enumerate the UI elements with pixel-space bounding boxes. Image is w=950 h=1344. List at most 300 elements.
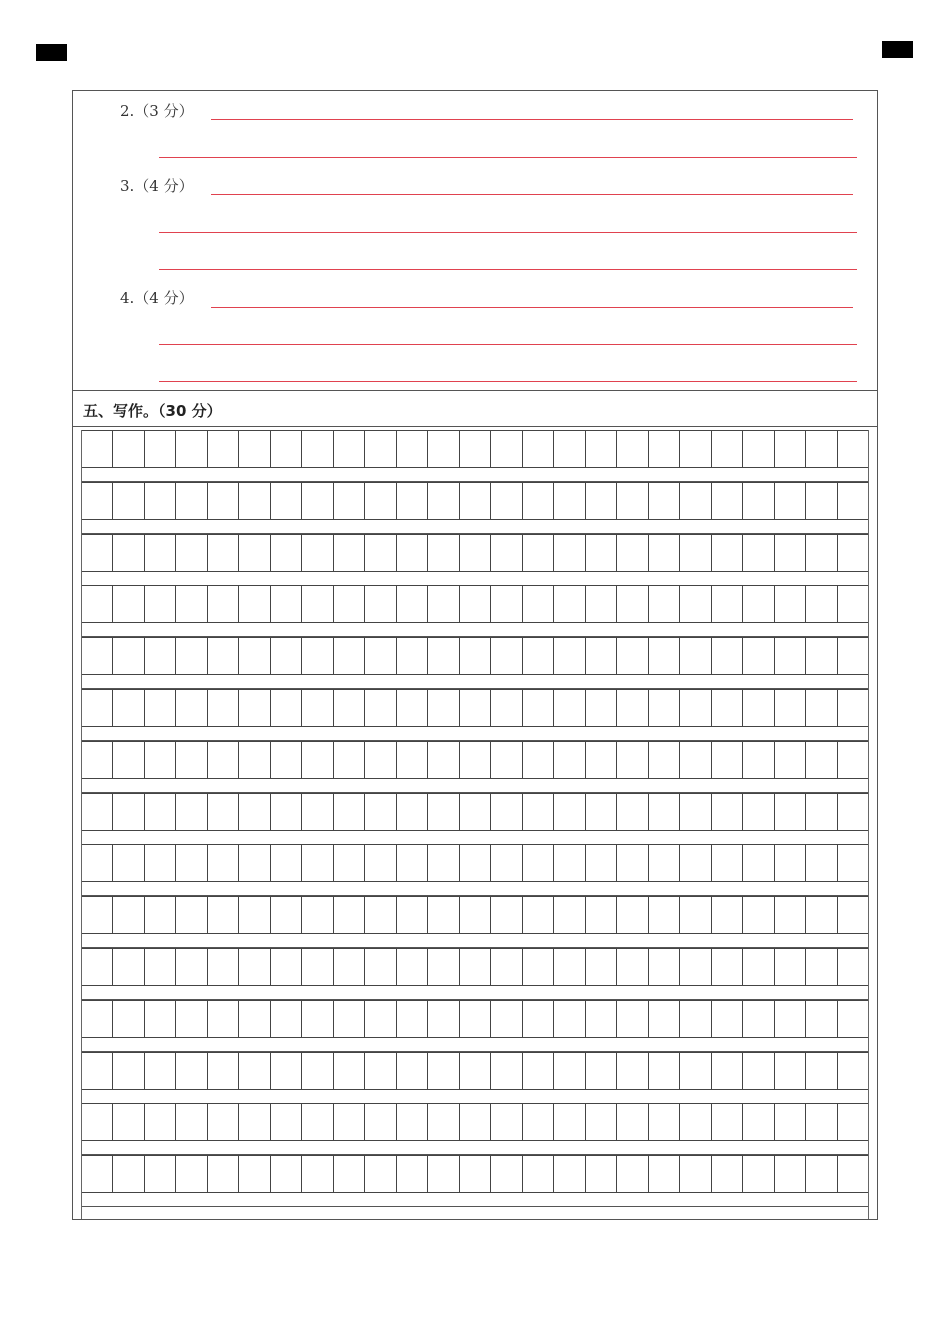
grid-cell[interactable] (680, 897, 711, 933)
grid-cell[interactable] (113, 431, 144, 467)
grid-cell[interactable] (176, 586, 207, 622)
grid-cell[interactable] (743, 638, 774, 674)
grid-cell[interactable] (649, 1104, 680, 1140)
grid-cell[interactable] (523, 897, 554, 933)
grid-cell[interactable] (271, 535, 302, 571)
grid-cell[interactable] (428, 431, 459, 467)
grid-cell[interactable] (838, 586, 868, 622)
grid-cell[interactable] (491, 1053, 522, 1089)
grid-cell[interactable] (491, 586, 522, 622)
grid-cell[interactable] (113, 586, 144, 622)
grid-cell[interactable] (428, 1053, 459, 1089)
grid-cell[interactable] (617, 586, 648, 622)
grid-cell[interactable] (113, 690, 144, 726)
grid-cell[interactable] (113, 483, 144, 519)
grid-cell[interactable] (397, 638, 428, 674)
grid-cell[interactable] (491, 742, 522, 778)
grid-cell[interactable] (271, 431, 302, 467)
grid-cell[interactable] (397, 483, 428, 519)
grid-cell[interactable] (838, 638, 868, 674)
grid-cell[interactable] (176, 431, 207, 467)
grid-cell[interactable] (838, 535, 868, 571)
grid-cell[interactable] (365, 1156, 396, 1192)
grid-cell[interactable] (428, 1001, 459, 1037)
grid-cell[interactable] (113, 897, 144, 933)
grid-cell[interactable] (554, 1001, 585, 1037)
grid-cell[interactable] (649, 690, 680, 726)
grid-cell[interactable] (460, 690, 491, 726)
grid-cell[interactable] (302, 742, 333, 778)
grid-cell[interactable] (428, 586, 459, 622)
grid-cell[interactable] (712, 794, 743, 830)
grid-cell[interactable] (145, 1001, 176, 1037)
grid-cell[interactable] (460, 586, 491, 622)
grid-cell[interactable] (523, 483, 554, 519)
grid-cell[interactable] (586, 897, 617, 933)
grid-cell[interactable] (712, 586, 743, 622)
grid-cell[interactable] (491, 638, 522, 674)
grid-cell[interactable] (775, 690, 806, 726)
grid-cell[interactable] (208, 742, 239, 778)
grid-cell[interactable] (208, 1001, 239, 1037)
grid-cell[interactable] (712, 949, 743, 985)
grid-cell[interactable] (775, 638, 806, 674)
grid-cell[interactable] (145, 586, 176, 622)
grid-cell[interactable] (743, 483, 774, 519)
grid-cell[interactable] (82, 897, 113, 933)
grid-cell[interactable] (460, 845, 491, 881)
grid-cell[interactable] (176, 483, 207, 519)
grid-cell[interactable] (649, 1053, 680, 1089)
grid-cell[interactable] (239, 1053, 270, 1089)
grid-cell[interactable] (302, 1104, 333, 1140)
grid-cell[interactable] (617, 638, 648, 674)
grid-cell[interactable] (712, 1001, 743, 1037)
grid-cell[interactable] (680, 1156, 711, 1192)
grid-cell[interactable] (460, 794, 491, 830)
grid-cell[interactable] (365, 690, 396, 726)
grid-cell[interactable] (460, 742, 491, 778)
grid-cell[interactable] (208, 638, 239, 674)
answer-line[interactable] (211, 307, 853, 308)
grid-cell[interactable] (82, 845, 113, 881)
grid-cell[interactable] (586, 1104, 617, 1140)
grid-cell[interactable] (712, 483, 743, 519)
grid-cell[interactable] (680, 1053, 711, 1089)
grid-cell[interactable] (428, 897, 459, 933)
grid-cell[interactable] (775, 845, 806, 881)
grid-cell[interactable] (806, 483, 837, 519)
grid-cell[interactable] (775, 431, 806, 467)
grid-cell[interactable] (239, 1104, 270, 1140)
grid-cell[interactable] (838, 1104, 868, 1140)
grid-cell[interactable] (239, 1001, 270, 1037)
grid-cell[interactable] (365, 483, 396, 519)
grid-cell[interactable] (113, 794, 144, 830)
grid-cell[interactable] (460, 483, 491, 519)
grid-cell[interactable] (523, 586, 554, 622)
grid-cell[interactable] (491, 1104, 522, 1140)
grid-cell[interactable] (586, 586, 617, 622)
grid-cell[interactable] (775, 1001, 806, 1037)
grid-cell[interactable] (302, 949, 333, 985)
grid-cell[interactable] (460, 1053, 491, 1089)
grid-cell[interactable] (271, 483, 302, 519)
grid-cell[interactable] (397, 794, 428, 830)
grid-cell[interactable] (491, 535, 522, 571)
grid-cell[interactable] (365, 845, 396, 881)
grid-cell[interactable] (428, 845, 459, 881)
grid-cell[interactable] (302, 1001, 333, 1037)
grid-cell[interactable] (554, 1156, 585, 1192)
answer-line[interactable] (159, 232, 857, 233)
grid-cell[interactable] (176, 742, 207, 778)
grid-cell[interactable] (428, 1156, 459, 1192)
grid-cell[interactable] (365, 1104, 396, 1140)
grid-cell[interactable] (617, 535, 648, 571)
grid-cell[interactable] (649, 794, 680, 830)
grid-cell[interactable] (491, 897, 522, 933)
grid-cell[interactable] (617, 949, 648, 985)
grid-cell[interactable] (271, 1104, 302, 1140)
grid-cell[interactable] (397, 1156, 428, 1192)
answer-line[interactable] (159, 381, 857, 382)
grid-cell[interactable] (145, 1053, 176, 1089)
grid-cell[interactable] (365, 897, 396, 933)
grid-cell[interactable] (838, 1001, 868, 1037)
grid-cell[interactable] (208, 431, 239, 467)
grid-cell[interactable] (680, 794, 711, 830)
grid-cell[interactable] (302, 431, 333, 467)
grid-cell[interactable] (775, 483, 806, 519)
grid-cell[interactable] (397, 535, 428, 571)
grid-cell[interactable] (617, 1104, 648, 1140)
grid-cell[interactable] (208, 897, 239, 933)
grid-cell[interactable] (334, 1053, 365, 1089)
grid-cell[interactable] (806, 535, 837, 571)
grid-cell[interactable] (428, 794, 459, 830)
grid-cell[interactable] (176, 1104, 207, 1140)
grid-cell[interactable] (271, 638, 302, 674)
grid-cell[interactable] (743, 1053, 774, 1089)
grid-cell[interactable] (523, 638, 554, 674)
grid-cell[interactable] (775, 1053, 806, 1089)
grid-cell[interactable] (145, 794, 176, 830)
grid-cell[interactable] (208, 483, 239, 519)
grid-cell[interactable] (806, 638, 837, 674)
grid-cell[interactable] (523, 431, 554, 467)
grid-cell[interactable] (334, 535, 365, 571)
grid-cell[interactable] (176, 535, 207, 571)
grid-cell[interactable] (460, 1156, 491, 1192)
grid-cell[interactable] (145, 742, 176, 778)
grid-cell[interactable] (806, 897, 837, 933)
grid-cell[interactable] (680, 535, 711, 571)
grid-cell[interactable] (712, 845, 743, 881)
grid-cell[interactable] (743, 1156, 774, 1192)
grid-cell[interactable] (365, 535, 396, 571)
grid-cell[interactable] (617, 845, 648, 881)
grid-cell[interactable] (176, 897, 207, 933)
grid-cell[interactable] (365, 586, 396, 622)
grid-cell[interactable] (239, 638, 270, 674)
grid-cell[interactable] (523, 1104, 554, 1140)
grid-cell[interactable] (523, 845, 554, 881)
grid-cell[interactable] (680, 845, 711, 881)
grid-cell[interactable] (586, 638, 617, 674)
grid-cell[interactable] (523, 535, 554, 571)
grid-cell[interactable] (680, 586, 711, 622)
grid-cell[interactable] (523, 742, 554, 778)
grid-cell[interactable] (617, 1053, 648, 1089)
grid-cell[interactable] (428, 638, 459, 674)
grid-cell[interactable] (743, 1104, 774, 1140)
grid-cell[interactable] (649, 845, 680, 881)
grid-cell[interactable] (617, 1156, 648, 1192)
grid-cell[interactable] (428, 483, 459, 519)
grid-cell[interactable] (838, 483, 868, 519)
grid-cell[interactable] (271, 690, 302, 726)
grid-cell[interactable] (365, 1001, 396, 1037)
grid-cell[interactable] (82, 431, 113, 467)
grid-cell[interactable] (806, 431, 837, 467)
grid-cell[interactable] (239, 483, 270, 519)
grid-cell[interactable] (113, 1104, 144, 1140)
grid-cell[interactable] (491, 845, 522, 881)
answer-line[interactable] (159, 344, 857, 345)
grid-cell[interactable] (397, 1053, 428, 1089)
grid-cell[interactable] (82, 638, 113, 674)
grid-cell[interactable] (113, 1156, 144, 1192)
grid-cell[interactable] (554, 794, 585, 830)
grid-cell[interactable] (775, 742, 806, 778)
grid-cell[interactable] (145, 845, 176, 881)
grid-cell[interactable] (365, 742, 396, 778)
grid-cell[interactable] (460, 1104, 491, 1140)
grid-cell[interactable] (397, 1104, 428, 1140)
grid-cell[interactable] (334, 638, 365, 674)
grid-cell[interactable] (649, 949, 680, 985)
grid-cell[interactable] (176, 638, 207, 674)
grid-cell[interactable] (554, 742, 585, 778)
grid-cell[interactable] (491, 1156, 522, 1192)
grid-cell[interactable] (82, 742, 113, 778)
grid-cell[interactable] (712, 742, 743, 778)
grid-cell[interactable] (365, 431, 396, 467)
grid-cell[interactable] (523, 1156, 554, 1192)
grid-cell[interactable] (838, 1053, 868, 1089)
grid-cell[interactable] (208, 586, 239, 622)
grid-cell[interactable] (302, 535, 333, 571)
grid-cell[interactable] (176, 690, 207, 726)
grid-cell[interactable] (617, 897, 648, 933)
grid-cell[interactable] (271, 586, 302, 622)
grid-cell[interactable] (554, 897, 585, 933)
grid-cell[interactable] (586, 845, 617, 881)
grid-cell[interactable] (113, 949, 144, 985)
grid-cell[interactable] (334, 1104, 365, 1140)
answer-line[interactable] (211, 119, 853, 120)
grid-cell[interactable] (145, 690, 176, 726)
grid-cell[interactable] (239, 897, 270, 933)
grid-cell[interactable] (743, 1001, 774, 1037)
grid-cell[interactable] (334, 845, 365, 881)
grid-cell[interactable] (239, 431, 270, 467)
grid-cell[interactable] (680, 1001, 711, 1037)
grid-cell[interactable] (649, 742, 680, 778)
answer-line[interactable] (159, 157, 857, 158)
grid-cell[interactable] (586, 483, 617, 519)
grid-cell[interactable] (428, 535, 459, 571)
grid-cell[interactable] (271, 742, 302, 778)
grid-cell[interactable] (743, 897, 774, 933)
grid-cell[interactable] (271, 897, 302, 933)
grid-cell[interactable] (617, 794, 648, 830)
composition-grid[interactable] (81, 430, 869, 1219)
grid-cell[interactable] (806, 1156, 837, 1192)
grid-cell[interactable] (680, 949, 711, 985)
grid-cell[interactable] (649, 638, 680, 674)
grid-cell[interactable] (586, 794, 617, 830)
grid-cell[interactable] (82, 1053, 113, 1089)
grid-cell[interactable] (145, 897, 176, 933)
grid-cell[interactable] (145, 1104, 176, 1140)
grid-cell[interactable] (397, 431, 428, 467)
grid-cell[interactable] (302, 690, 333, 726)
grid-cell[interactable] (145, 638, 176, 674)
grid-cell[interactable] (113, 742, 144, 778)
grid-cell[interactable] (145, 1156, 176, 1192)
grid-cell[interactable] (460, 535, 491, 571)
grid-cell[interactable] (208, 949, 239, 985)
grid-cell[interactable] (554, 586, 585, 622)
grid-cell[interactable] (617, 1001, 648, 1037)
grid-cell[interactable] (334, 483, 365, 519)
grid-cell[interactable] (586, 1156, 617, 1192)
grid-cell[interactable] (365, 949, 396, 985)
grid-cell[interactable] (365, 794, 396, 830)
grid-cell[interactable] (271, 794, 302, 830)
grid-cell[interactable] (82, 483, 113, 519)
grid-cell[interactable] (208, 1104, 239, 1140)
grid-cell[interactable] (491, 1001, 522, 1037)
grid-cell[interactable] (82, 535, 113, 571)
grid-cell[interactable] (775, 586, 806, 622)
grid-cell[interactable] (586, 431, 617, 467)
grid-cell[interactable] (460, 431, 491, 467)
grid-cell[interactable] (397, 897, 428, 933)
grid-cell[interactable] (176, 1001, 207, 1037)
grid-cell[interactable] (586, 949, 617, 985)
grid-cell[interactable] (586, 1001, 617, 1037)
grid-cell[interactable] (365, 638, 396, 674)
grid-cell[interactable] (680, 742, 711, 778)
grid-cell[interactable] (208, 794, 239, 830)
grid-cell[interactable] (712, 1104, 743, 1140)
grid-cell[interactable] (239, 535, 270, 571)
grid-cell[interactable] (271, 845, 302, 881)
grid-cell[interactable] (239, 1156, 270, 1192)
grid-cell[interactable] (649, 897, 680, 933)
grid-cell[interactable] (239, 949, 270, 985)
grid-cell[interactable] (838, 1156, 868, 1192)
grid-cell[interactable] (208, 1053, 239, 1089)
grid-cell[interactable] (838, 949, 868, 985)
grid-cell[interactable] (712, 1053, 743, 1089)
grid-cell[interactable] (208, 1156, 239, 1192)
grid-cell[interactable] (617, 690, 648, 726)
grid-cell[interactable] (586, 1053, 617, 1089)
grid-cell[interactable] (113, 845, 144, 881)
grid-cell[interactable] (428, 690, 459, 726)
grid-cell[interactable] (554, 845, 585, 881)
grid-cell[interactable] (838, 431, 868, 467)
grid-cell[interactable] (838, 690, 868, 726)
grid-cell[interactable] (176, 845, 207, 881)
grid-cell[interactable] (806, 845, 837, 881)
grid-cell[interactable] (82, 1001, 113, 1037)
grid-cell[interactable] (838, 845, 868, 881)
grid-cell[interactable] (334, 690, 365, 726)
grid-cell[interactable] (712, 690, 743, 726)
grid-cell[interactable] (82, 1156, 113, 1192)
grid-cell[interactable] (743, 690, 774, 726)
grid-cell[interactable] (113, 535, 144, 571)
grid-cell[interactable] (334, 1156, 365, 1192)
grid-cell[interactable] (302, 586, 333, 622)
grid-cell[interactable] (806, 949, 837, 985)
grid-cell[interactable] (680, 431, 711, 467)
grid-cell[interactable] (460, 1001, 491, 1037)
grid-cell[interactable] (680, 638, 711, 674)
grid-cell[interactable] (806, 1104, 837, 1140)
grid-cell[interactable] (523, 794, 554, 830)
grid-cell[interactable] (82, 586, 113, 622)
grid-cell[interactable] (334, 431, 365, 467)
grid-cell[interactable] (397, 690, 428, 726)
grid-cell[interactable] (271, 1156, 302, 1192)
answer-line[interactable] (211, 194, 853, 195)
grid-cell[interactable] (775, 949, 806, 985)
grid-cell[interactable] (554, 638, 585, 674)
grid-cell[interactable] (838, 742, 868, 778)
grid-cell[interactable] (617, 742, 648, 778)
grid-cell[interactable] (491, 690, 522, 726)
grid-cell[interactable] (302, 1053, 333, 1089)
grid-cell[interactable] (208, 845, 239, 881)
grid-cell[interactable] (239, 586, 270, 622)
grid-cell[interactable] (302, 897, 333, 933)
grid-cell[interactable] (334, 794, 365, 830)
grid-cell[interactable] (743, 949, 774, 985)
grid-cell[interactable] (302, 483, 333, 519)
grid-cell[interactable] (649, 483, 680, 519)
grid-cell[interactable] (491, 483, 522, 519)
grid-cell[interactable] (806, 794, 837, 830)
grid-cell[interactable] (649, 586, 680, 622)
grid-cell[interactable] (397, 845, 428, 881)
grid-cell[interactable] (271, 1001, 302, 1037)
grid-cell[interactable] (82, 690, 113, 726)
grid-cell[interactable] (145, 431, 176, 467)
grid-cell[interactable] (239, 742, 270, 778)
grid-cell[interactable] (491, 794, 522, 830)
grid-cell[interactable] (491, 949, 522, 985)
grid-cell[interactable] (743, 845, 774, 881)
grid-cell[interactable] (712, 638, 743, 674)
grid-cell[interactable] (806, 742, 837, 778)
grid-cell[interactable] (239, 690, 270, 726)
